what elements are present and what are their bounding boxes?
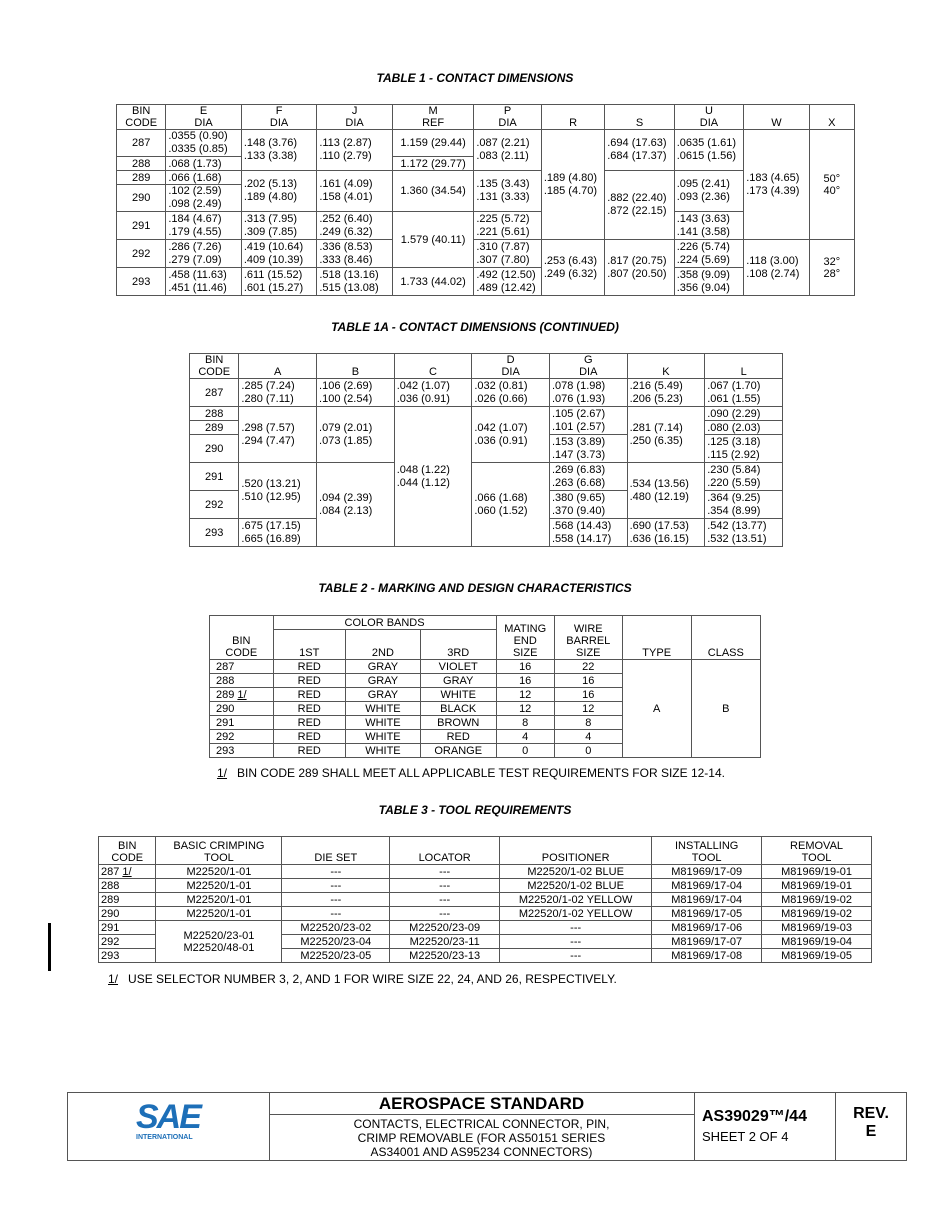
t1-f-291: .313 (7.95) .309 (7.85) bbox=[241, 212, 317, 240]
t3-loc-287: --- bbox=[390, 865, 500, 879]
t1a-bin-291: 291 bbox=[190, 463, 239, 491]
t3-crimp-290: M22520/1-01 bbox=[156, 907, 282, 921]
t1a-bin-287: 287 bbox=[190, 379, 239, 407]
t1a-h-a: A bbox=[239, 354, 317, 379]
t2-bin-287: 287 bbox=[210, 660, 274, 674]
t1-h-f: F DIA bbox=[241, 105, 317, 130]
t2-2nd-290: WHITE bbox=[345, 702, 420, 716]
t1-m-291-292: 1.579 (40.11) bbox=[392, 212, 474, 268]
t2-2nd-293: WHITE bbox=[345, 744, 420, 758]
t1-j-292: .336 (8.53) .333 (8.46) bbox=[317, 240, 393, 268]
t2-h-bin: BIN CODE bbox=[210, 616, 274, 660]
t1-e-289: .066 (1.68) bbox=[166, 171, 242, 185]
t2-3rd-287: VIOLET bbox=[420, 660, 496, 674]
t2-wire-291: 8 bbox=[554, 716, 622, 730]
t3-rem-292: M81969/19-04 bbox=[762, 935, 872, 949]
t1a-bin-290: 290 bbox=[190, 435, 239, 463]
document-description: CONTACTS, ELECTRICAL CONNECTOR, PIN, CRIMP REMOVABLE (FOR AS50151 SERIES AS34001 AND AS95234 CONNECTORS) bbox=[353, 1117, 610, 1159]
table1-title: TABLE 1 - CONTACT DIMENSIONS bbox=[376, 71, 574, 85]
t2-h-colorbands: COLOR BANDS bbox=[273, 616, 496, 630]
t1a-l-287: .067 (1.70) .061 (1.55) bbox=[705, 379, 783, 407]
t2-2nd-288: GRAY bbox=[345, 674, 420, 688]
t2-1st-292: RED bbox=[273, 730, 345, 744]
t3-die-289: --- bbox=[282, 893, 390, 907]
t1a-h-l: L bbox=[705, 354, 783, 379]
t3-loc-293: M22520/23-13 bbox=[390, 949, 500, 963]
t2-mating-293: 0 bbox=[496, 744, 554, 758]
t2-mating-290: 12 bbox=[496, 702, 554, 716]
table2-title: TABLE 2 - MARKING AND DESIGN CHARACTERISTICS bbox=[318, 581, 632, 595]
t1-h-p: P DIA bbox=[474, 105, 541, 130]
t1-p-292: .310 (7.87) .307 (7.80) bbox=[474, 240, 541, 268]
t3-rem-289: M81969/19-02 bbox=[762, 893, 872, 907]
t1a-d-288-290: .042 (1.07) .036 (0.91) bbox=[472, 407, 550, 463]
table2 bbox=[209, 615, 761, 758]
t2-1st-293: RED bbox=[273, 744, 345, 758]
t2-h-1st: 1ST bbox=[273, 630, 345, 660]
t1a-l-290: .125 (3.18) .115 (2.92) bbox=[705, 435, 783, 463]
t1a-k-288-290: .281 (7.14) .250 (6.35) bbox=[627, 407, 705, 463]
document-number: AS39029™/44 bbox=[702, 1108, 807, 1125]
t3-die-291: M22520/23-02 bbox=[282, 921, 390, 935]
t3-pos-291: --- bbox=[500, 921, 652, 935]
t3-bin-293: 293 bbox=[99, 949, 156, 963]
t2-footnote-mark: 1/ bbox=[217, 766, 228, 780]
t2-bin-290: 290 bbox=[210, 702, 274, 716]
t1a-h-k: K bbox=[627, 354, 705, 379]
t1a-h-d: D DIA bbox=[472, 354, 550, 379]
revision-bar bbox=[48, 923, 51, 971]
t1-h-r: R bbox=[541, 105, 604, 130]
t3-die-287: --- bbox=[282, 865, 390, 879]
t2-1st-291: RED bbox=[273, 716, 345, 730]
t1-p-289-290: .135 (3.43) .131 (3.33) bbox=[474, 171, 541, 212]
t1a-c-288-293: .048 (1.22) .044 (1.12) bbox=[394, 407, 472, 547]
t3-rem-291: M81969/19-03 bbox=[762, 921, 872, 935]
t2-2nd-291: WHITE bbox=[345, 716, 420, 730]
t3-bin-290: 290 bbox=[99, 907, 156, 921]
t2-class: B bbox=[691, 660, 760, 758]
t1-bin-289: 289 bbox=[117, 171, 166, 185]
t1-p-293: .492 (12.50) .489 (12.42) bbox=[474, 268, 541, 296]
t3-die-290: --- bbox=[282, 907, 390, 921]
t3-h-bin: BIN CODE bbox=[99, 837, 156, 865]
t3-bin-288: 288 bbox=[99, 879, 156, 893]
t3-rem-290: M81969/19-02 bbox=[762, 907, 872, 921]
t3-rem-293: M81969/19-05 bbox=[762, 949, 872, 963]
t3-loc-288: --- bbox=[390, 879, 500, 893]
t1a-h-b: B bbox=[317, 354, 395, 379]
t3-bin-291: 291 bbox=[99, 921, 156, 935]
t3-inst-291: M81969/17-06 bbox=[652, 921, 762, 935]
t1-f-293: .611 (15.52) .601 (15.27) bbox=[241, 268, 317, 296]
t2-2nd-292: WHITE bbox=[345, 730, 420, 744]
table3-title: TABLE 3 - TOOL REQUIREMENTS bbox=[378, 803, 572, 817]
t1-f-287-288: .148 (3.76) .133 (3.38) bbox=[241, 130, 317, 171]
t3-bin-292: 292 bbox=[99, 935, 156, 949]
t3-footnote-ref: 1/ bbox=[122, 865, 132, 878]
t1-x-292-293: 32° 28° bbox=[809, 240, 854, 296]
t1-u-291: .143 (3.63) .141 (3.58) bbox=[674, 212, 743, 240]
t3-loc-292: M22520/23-11 bbox=[390, 935, 500, 949]
t1-h-x: X bbox=[809, 105, 854, 130]
t1a-bin-289: 289 bbox=[190, 421, 239, 435]
t3-crimp-289: M22520/1-01 bbox=[156, 893, 282, 907]
t2-h-2nd: 2ND bbox=[345, 630, 420, 660]
t3-h-positioner: POSITIONER bbox=[500, 837, 652, 865]
t1-e-287: .0355 (0.90) .0335 (0.85) bbox=[166, 130, 242, 157]
t1a-a-291-292: .520 (13.21) .510 (12.95) bbox=[239, 463, 317, 519]
t3-pos-288: M22520/1-02 BLUE bbox=[500, 879, 652, 893]
t2-h-3rd: 3RD bbox=[420, 630, 496, 660]
t2-3rd-291: BROWN bbox=[420, 716, 496, 730]
t1a-h-c: C bbox=[394, 354, 472, 379]
t1-m-288: 1.172 (29.77) bbox=[392, 157, 474, 171]
t3-h-crimp: BASIC CRIMPING TOOL bbox=[156, 837, 282, 865]
t2-mating-287: 16 bbox=[496, 660, 554, 674]
t1a-g-291: .269 (6.83) .263 (6.68) bbox=[549, 463, 627, 491]
t1-m-289-290: 1.360 (34.54) bbox=[392, 171, 474, 212]
t1a-l-289: .080 (2.03) bbox=[705, 421, 783, 435]
t1-s-292-293: .817 (20.75) .807 (20.50) bbox=[605, 240, 674, 296]
t2-wire-290: 12 bbox=[554, 702, 622, 716]
t3-pos-293: --- bbox=[500, 949, 652, 963]
t1-h-s: S bbox=[605, 105, 674, 130]
t1-p-291: .225 (5.72) .221 (5.61) bbox=[474, 212, 541, 240]
t1-bin-293: 293 bbox=[117, 268, 166, 296]
t2-wire-289: 16 bbox=[554, 688, 622, 702]
t1a-k-291-292: .534 (13.56) .480 (12.19) bbox=[627, 463, 705, 519]
t3-loc-291: M22520/23-09 bbox=[390, 921, 500, 935]
t1a-d-291-293: .066 (1.68) .060 (1.52) bbox=[472, 463, 550, 547]
t1-p-287-288: .087 (2.21) .083 (2.11) bbox=[474, 130, 541, 171]
t3-pos-292: --- bbox=[500, 935, 652, 949]
t3-footnote-text: USE SELECTOR NUMBER 3, 2, AND 1 FOR WIRE SIZE 22, 24, AND 26, RESPECTIVELY. bbox=[128, 972, 617, 986]
t1-e-290: .102 (2.59) .098 (2.49) bbox=[166, 185, 242, 212]
t2-footnote-ref: 1/ bbox=[237, 688, 247, 701]
t3-inst-292: M81969/17-07 bbox=[652, 935, 762, 949]
t1-j-289-290: .161 (4.09) .158 (4.01) bbox=[317, 171, 393, 212]
t1a-bin-293: 293 bbox=[190, 519, 239, 547]
t1-u-287-288: .0635 (1.61) .0615 (1.56) bbox=[674, 130, 743, 171]
t1a-d-287: .032 (0.81) .026 (0.66) bbox=[472, 379, 550, 407]
t3-crimp-287: M22520/1-01 bbox=[156, 865, 282, 879]
t2-bin-293: 293 bbox=[210, 744, 274, 758]
t1a-a-288-290: .298 (7.57) .294 (7.47) bbox=[239, 407, 317, 463]
t2-1st-288: RED bbox=[273, 674, 345, 688]
logo-cell bbox=[68, 1093, 270, 1160]
t3-die-293: M22520/23-05 bbox=[282, 949, 390, 963]
t1a-g-292: .380 (9.65) .370 (9.40) bbox=[549, 491, 627, 519]
t1a-l-291: .230 (5.84) .220 (5.59) bbox=[705, 463, 783, 491]
t2-wire-288: 16 bbox=[554, 674, 622, 688]
t2-mating-289: 12 bbox=[496, 688, 554, 702]
t3-inst-287: M81969/17-09 bbox=[652, 865, 762, 879]
t1a-b-287: .106 (2.69) .100 (2.54) bbox=[317, 379, 395, 407]
t1-w-287-291: .183 (4.65) .173 (4.39) bbox=[744, 130, 809, 240]
t2-2nd-289: GRAY bbox=[345, 688, 420, 702]
standard-title: AEROSPACE STANDARD bbox=[269, 1093, 694, 1115]
t1-bin-288: 288 bbox=[117, 157, 166, 171]
t3-inst-293: M81969/17-08 bbox=[652, 949, 762, 963]
t2-bin-289: 289 1/ bbox=[210, 688, 274, 702]
t3-inst-290: M81969/17-05 bbox=[652, 907, 762, 921]
t1-f-289-290: .202 (5.13) .189 (4.80) bbox=[241, 171, 317, 212]
t1-e-291: .184 (4.67) .179 (4.55) bbox=[166, 212, 242, 240]
t2-3rd-290: BLACK bbox=[420, 702, 496, 716]
title-block bbox=[67, 1092, 907, 1161]
t1-x-287-291: 50° 40° bbox=[809, 130, 854, 240]
t2-1st-290: RED bbox=[273, 702, 345, 716]
t1-s-289-291: .882 (22.40) .872 (22.15) bbox=[605, 171, 674, 240]
t2-3rd-288: GRAY bbox=[420, 674, 496, 688]
t2-1st-287: RED bbox=[273, 660, 345, 674]
t2-h-wire: WIRE BARREL SIZE bbox=[554, 616, 622, 660]
t2-bin-292: 292 bbox=[210, 730, 274, 744]
t1-h-u: U DIA bbox=[674, 105, 743, 130]
table1a-title: TABLE 1A - CONTACT DIMENSIONS (CONTINUED) bbox=[331, 320, 619, 334]
table1a bbox=[189, 353, 783, 547]
t2-1st-289: RED bbox=[273, 688, 345, 702]
t3-die-292: M22520/23-04 bbox=[282, 935, 390, 949]
t2-h-mating: MATING END SIZE bbox=[496, 616, 554, 660]
t2-wire-293: 0 bbox=[554, 744, 622, 758]
t3-h-removal: REMOVAL TOOL bbox=[762, 837, 872, 865]
t3-h-installing: INSTALLING TOOL bbox=[652, 837, 762, 865]
t3-rem-288: M81969/19-01 bbox=[762, 879, 872, 893]
t2-bin-291: 291 bbox=[210, 716, 274, 730]
t1-bin-287: 287 bbox=[117, 130, 166, 157]
t3-die-288: --- bbox=[282, 879, 390, 893]
t1-j-293: .518 (13.16) .515 (13.08) bbox=[317, 268, 393, 296]
t3-pos-289: M22520/1-02 YELLOW bbox=[500, 893, 652, 907]
t1-e-288: .068 (1.73) bbox=[166, 157, 242, 171]
doc-number-cell bbox=[694, 1093, 836, 1160]
t1a-g-288-289: .105 (2.67) .101 (2.57) bbox=[549, 407, 627, 435]
t2-footnote-text: BIN CODE 289 SHALL MEET ALL APPLICABLE TEST REQUIREMENTS FOR SIZE 12-14. bbox=[237, 766, 725, 780]
t1-m-287: 1.159 (29.44) bbox=[392, 130, 474, 157]
revision-label: REV. bbox=[853, 1105, 889, 1122]
t3-loc-290: --- bbox=[390, 907, 500, 921]
t1-e-293: .458 (11.63) .451 (11.46) bbox=[166, 268, 242, 296]
t1-e-292: .286 (7.26) .279 (7.09) bbox=[166, 240, 242, 268]
t1-r-287-291: .189 (4.80) .185 (4.70) bbox=[541, 130, 604, 240]
t1-bin-290: 290 bbox=[117, 185, 166, 212]
t1a-a-293: .675 (17.15) .665 (16.89) bbox=[239, 519, 317, 547]
t1a-g-287: .078 (1.98) .076 (1.93) bbox=[549, 379, 627, 407]
t2-3rd-292: RED bbox=[420, 730, 496, 744]
t1-j-287-288: .113 (2.87) .110 (2.79) bbox=[317, 130, 393, 171]
sheet-number: SHEET 2 OF 4 bbox=[702, 1129, 789, 1144]
t1a-g-290: .153 (3.89) .147 (3.73) bbox=[549, 435, 627, 463]
t2-mating-291: 8 bbox=[496, 716, 554, 730]
t1-h-m: M REF bbox=[392, 105, 474, 130]
t2-mating-288: 16 bbox=[496, 674, 554, 688]
t1-bin-292: 292 bbox=[117, 240, 166, 268]
description-cell bbox=[269, 1093, 695, 1160]
t3-pos-290: M22520/1-02 YELLOW bbox=[500, 907, 652, 921]
t3-footnote-mark: 1/ bbox=[108, 972, 119, 986]
t3-bin-287: 287 1/ bbox=[99, 865, 156, 879]
t1a-b-288-290: .079 (2.01) .073 (1.85) bbox=[317, 407, 395, 463]
table3 bbox=[98, 836, 872, 963]
t1-m-293: 1.733 (44.02) bbox=[392, 268, 474, 296]
t3-rem-287: M81969/19-01 bbox=[762, 865, 872, 879]
t1a-h-bin: BIN CODE bbox=[190, 354, 239, 379]
t1-h-w: W bbox=[744, 105, 809, 130]
t3-crimp-291-293: M22520/23-01 M22520/48-01 bbox=[156, 921, 282, 963]
t2-3rd-289: WHITE bbox=[420, 688, 496, 702]
t2-bin-288: 288 bbox=[210, 674, 274, 688]
t1a-bin-292: 292 bbox=[190, 491, 239, 519]
t2-wire-287: 22 bbox=[554, 660, 622, 674]
t1-f-292: .419 (10.64) .409 (10.39) bbox=[241, 240, 317, 268]
t1a-l-292: .364 (9.25) .354 (8.99) bbox=[705, 491, 783, 519]
t2-type: A bbox=[622, 660, 691, 758]
t1a-l-293: .542 (13.77) .532 (13.51) bbox=[705, 519, 783, 547]
table1 bbox=[116, 104, 855, 296]
t2-h-type: TYPE bbox=[622, 616, 691, 660]
t1a-l-288: .090 (2.29) bbox=[705, 407, 783, 421]
revision-cell bbox=[836, 1093, 906, 1160]
t2-footnote bbox=[217, 766, 725, 780]
t3-loc-289: --- bbox=[390, 893, 500, 907]
t3-crimp-288: M22520/1-01 bbox=[156, 879, 282, 893]
t1a-h-g: G DIA bbox=[549, 354, 627, 379]
t1-bin-291: 291 bbox=[117, 212, 166, 240]
t3-inst-289: M81969/17-04 bbox=[652, 893, 762, 907]
t1-h-bin: BIN CODE bbox=[117, 105, 166, 130]
t1-s-287-288: .694 (17.63) .684 (17.37) bbox=[605, 130, 674, 171]
sae-logo: SAE bbox=[136, 1098, 200, 1136]
t1a-a-287: .285 (7.24) .280 (7.11) bbox=[239, 379, 317, 407]
t1-h-j: J DIA bbox=[317, 105, 393, 130]
t1-j-291: .252 (6.40) .249 (6.32) bbox=[317, 212, 393, 240]
t1a-g-293: .568 (14.43) .558 (14.17) bbox=[549, 519, 627, 547]
t2-mating-292: 4 bbox=[496, 730, 554, 744]
t3-h-dieset: DIE SET bbox=[282, 837, 390, 865]
t2-wire-292: 4 bbox=[554, 730, 622, 744]
t2-h-class: CLASS bbox=[691, 616, 760, 660]
t1a-k-287: .216 (5.49) .206 (5.23) bbox=[627, 379, 705, 407]
t2-2nd-287: GRAY bbox=[345, 660, 420, 674]
revision-value: E bbox=[865, 1123, 877, 1140]
t1-u-293: .358 (9.09) .356 (9.04) bbox=[674, 268, 743, 296]
sae-logo-subtitle: INTERNATIONAL bbox=[136, 1134, 193, 1141]
t3-inst-288: M81969/17-04 bbox=[652, 879, 762, 893]
t2-3rd-293: ORANGE bbox=[420, 744, 496, 758]
t1a-k-293: .690 (17.53) .636 (16.15) bbox=[627, 519, 705, 547]
t3-pos-287: M22520/1-02 BLUE bbox=[500, 865, 652, 879]
t1a-b-291-293: .094 (2.39) .084 (2.13) bbox=[317, 463, 395, 547]
t1-r-292-293: .253 (6.43) .249 (6.32) bbox=[541, 240, 604, 296]
t3-footnote bbox=[108, 972, 617, 986]
t1-u-289-290: .095 (2.41) .093 (2.36) bbox=[674, 171, 743, 212]
t3-bin-289: 289 bbox=[99, 893, 156, 907]
t1-w-292-293: .118 (3.00) .108 (2.74) bbox=[744, 240, 809, 296]
t1-h-e: E DIA bbox=[166, 105, 242, 130]
t3-h-locator: LOCATOR bbox=[390, 837, 500, 865]
t1a-c-287: .042 (1.07) .036 (0.91) bbox=[394, 379, 472, 407]
t1a-bin-288: 288 bbox=[190, 407, 239, 421]
t1-u-292: .226 (5.74) .224 (5.69) bbox=[674, 240, 743, 268]
